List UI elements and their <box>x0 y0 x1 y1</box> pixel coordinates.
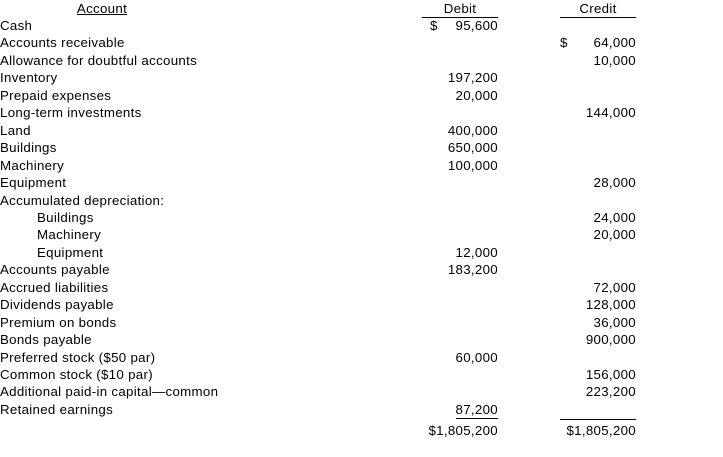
credit-value: 128,000 <box>585 297 636 313</box>
credit-total-value: $1,805,200 <box>566 423 636 438</box>
table-row <box>0 87 723 104</box>
table-row <box>0 226 723 243</box>
table-row <box>0 349 723 366</box>
debit-total-rule <box>560 419 636 420</box>
table-row <box>0 296 723 313</box>
table-row <box>0 139 723 156</box>
account-name: Accrued liabilities <box>0 279 109 295</box>
credit-value: 64,000 <box>593 35 636 51</box>
credit-value: 156,000 <box>585 367 636 382</box>
account-name: Equipment <box>37 244 104 260</box>
account-column-header: Account <box>76 1 128 16</box>
account-name: Additional paid-in capital—common <box>0 384 219 400</box>
dollar-sign: $ <box>430 18 438 33</box>
account-name: Allowance for doubtful accounts <box>0 52 198 68</box>
credit-value: 36,000 <box>593 314 636 330</box>
credit-value: 900,000 <box>585 332 636 348</box>
account-name: Inventory <box>0 70 58 86</box>
account-name: Cash <box>0 18 33 33</box>
table-row <box>0 174 723 191</box>
table-row <box>0 366 723 383</box>
account-name: Buildings <box>37 209 94 225</box>
table-row <box>0 279 723 296</box>
debit-value: 650,000 <box>447 140 498 156</box>
account-name: Accumulated depreciation: <box>0 192 165 208</box>
debit-value: 87,200 <box>456 401 498 419</box>
table-row <box>0 314 723 331</box>
table-row <box>0 192 723 209</box>
account-name: Machinery <box>37 227 102 243</box>
debit-value: 197,200 <box>447 70 498 86</box>
account-name: Bonds payable <box>0 332 92 348</box>
account-name: Dividends payable <box>0 297 114 313</box>
table-row <box>0 209 723 226</box>
dollar-sign: $ <box>560 35 568 51</box>
credit-value: 20,000 <box>593 227 636 243</box>
table-row <box>0 69 723 86</box>
table-row <box>0 34 723 51</box>
debit-value: 100,000 <box>447 157 498 173</box>
table-row <box>0 52 723 69</box>
debit-value: 183,200 <box>447 262 498 278</box>
table-row <box>0 122 723 139</box>
totals-row <box>0 422 723 439</box>
account-name: Buildings <box>0 140 57 156</box>
credit-value: 72,000 <box>593 279 636 295</box>
account-name: Prepaid expenses <box>0 87 112 103</box>
table-row <box>0 244 723 261</box>
credit-value: 144,000 <box>585 105 636 121</box>
table-row <box>0 157 723 174</box>
credit-value: 24,000 <box>593 209 636 225</box>
debit-value: 12,000 <box>455 244 498 260</box>
table-row <box>0 17 723 34</box>
credit-column-header: Credit <box>560 1 636 18</box>
credit-value: 28,000 <box>593 175 636 191</box>
debit-column-header: Debit <box>422 1 498 18</box>
account-name: Machinery <box>0 157 65 173</box>
debit-total-value: $1,805,200 <box>428 423 498 438</box>
account-name: Common stock ($10 par) <box>0 367 153 382</box>
table-row <box>0 331 723 348</box>
table-row <box>0 401 723 418</box>
debit-value: 20,000 <box>455 87 498 103</box>
debit-value: 95,600 <box>455 18 498 33</box>
account-name: Accounts receivable <box>0 35 125 51</box>
account-name: Land <box>0 122 31 138</box>
account-name: Accounts payable <box>0 262 110 278</box>
account-name: Equipment <box>0 175 67 191</box>
account-name: Preferred stock ($50 par) <box>0 349 156 365</box>
account-name: Retained earnings <box>0 401 114 417</box>
table-row <box>0 383 723 400</box>
table-row <box>0 261 723 278</box>
account-name: Premium on bonds <box>0 314 117 330</box>
table-row <box>0 104 723 121</box>
credit-value: 10,000 <box>593 52 636 68</box>
credit-value: 223,200 <box>585 384 636 400</box>
account-name: Long-term investments <box>0 105 142 121</box>
debit-value: 400,000 <box>447 122 498 138</box>
debit-value: 60,000 <box>455 349 498 365</box>
